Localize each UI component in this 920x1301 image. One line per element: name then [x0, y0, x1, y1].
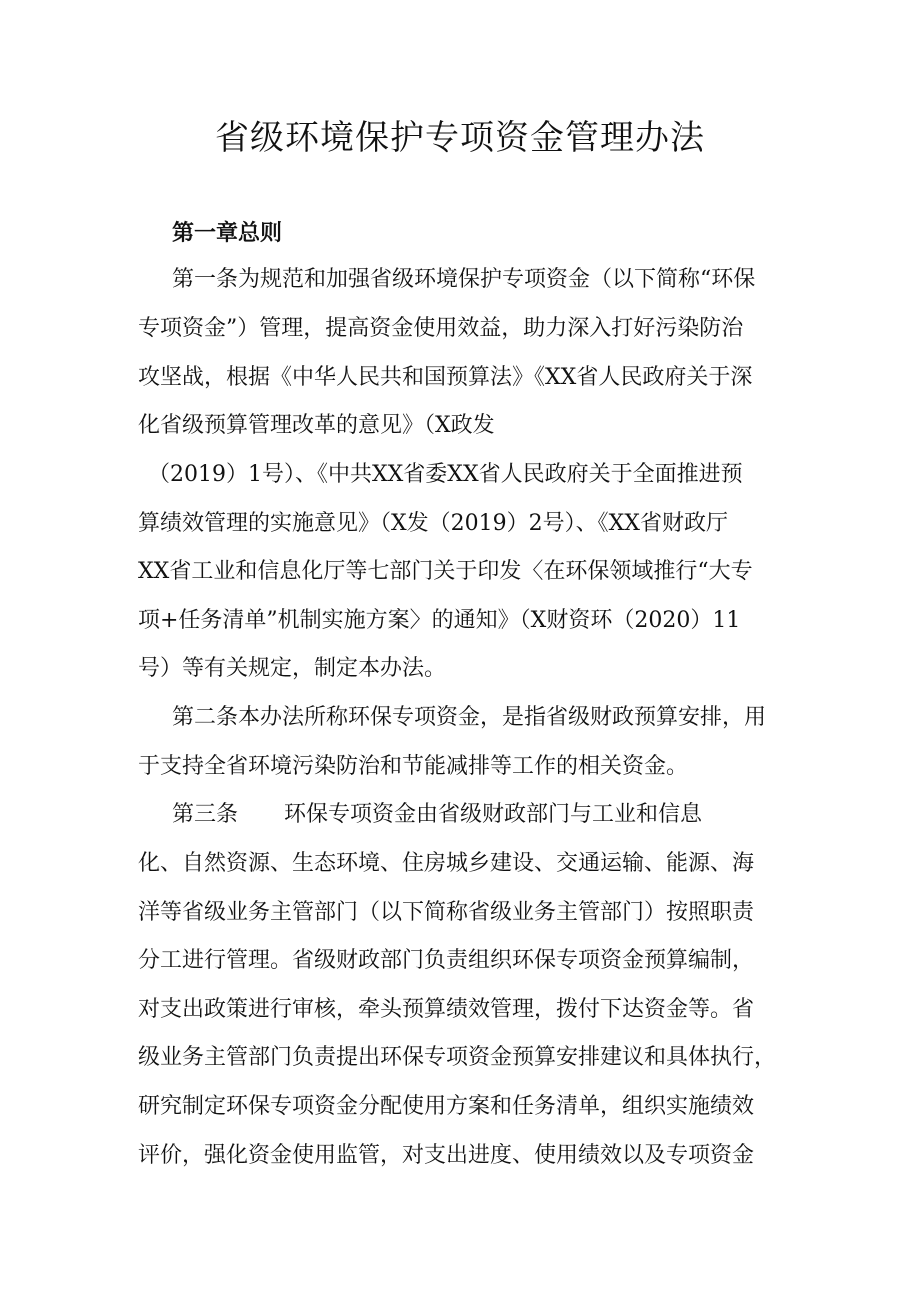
article3-first-line [172, 800, 702, 830]
article2-line: 于支持全省环境污染防治和节能减排等工作的相关资金。 [138, 754, 689, 779]
article3-line: 研究制定环保专项资金分配使用方案和任务清单，组织实施绩效 [138, 1094, 755, 1119]
article1-line: 攻坚战，根据《中华人民共和国预算法》《XX省人民政府关于深 [138, 365, 753, 390]
article1-line: （2019）1号）、《中共XX省委XX省人民政府关于全面推进预 [148, 462, 743, 487]
article3-line: 级业务主管部门负责提出环保专项资金预算安排建议和具体执行， [138, 1045, 777, 1070]
document-title: 省级环境保护专项资金管理办法 [215, 118, 705, 158]
article3-line: 洋等省级业务主管部门（以下简称省级业务主管部门）按照职责 [138, 900, 755, 925]
article2-line: 第二条本办法所称环保专项资金，是指省级财政预算安排，用 [172, 705, 767, 730]
article1-line: 算绩效管理的实施意见》（X发（2019）2号）、《XX省财政厅 [138, 511, 728, 536]
article1-line: 化省级预算管理改革的意见》（X政发 [138, 413, 495, 438]
chapter-heading: 第一章总则 [172, 220, 283, 246]
article3-line: 分工进行管理。省级财政部门负责组织环保专项资金预算编制， [138, 948, 755, 973]
article1-line: 专项资金”）管理，提高资金使用效益，助力深入打好污染防治 [138, 316, 744, 341]
article3-label: 第三条 [172, 802, 239, 827]
article1-line: XX省工业和信息化厅等七部门关于印发〈在环保领域推行“大专 [138, 559, 753, 584]
article3-line: 对支出政策进行审核，牵头预算绩效管理，拨付下达资金等。省 [138, 997, 755, 1022]
article1-line: 号）等有关规定，制定本办法。 [138, 656, 447, 681]
article1-line: 第一条为规范和加强省级环境保护专项资金（以下简称“环保 [172, 267, 756, 292]
article3-first-text: 环保专项资金由省级财政部门与工业和信息 [284, 802, 703, 827]
article3-line: 评价，强化资金使用监管，对支出进度、使用绩效以及专项资金 [138, 1143, 755, 1168]
article3-line: 化、自然资源、生态环境、住房城乡建设、交通运输、能源、海 [138, 851, 755, 876]
article1-line: 项+任务清单”机制实施方案〉的通知》（X财资环（2020）11 [138, 608, 741, 633]
